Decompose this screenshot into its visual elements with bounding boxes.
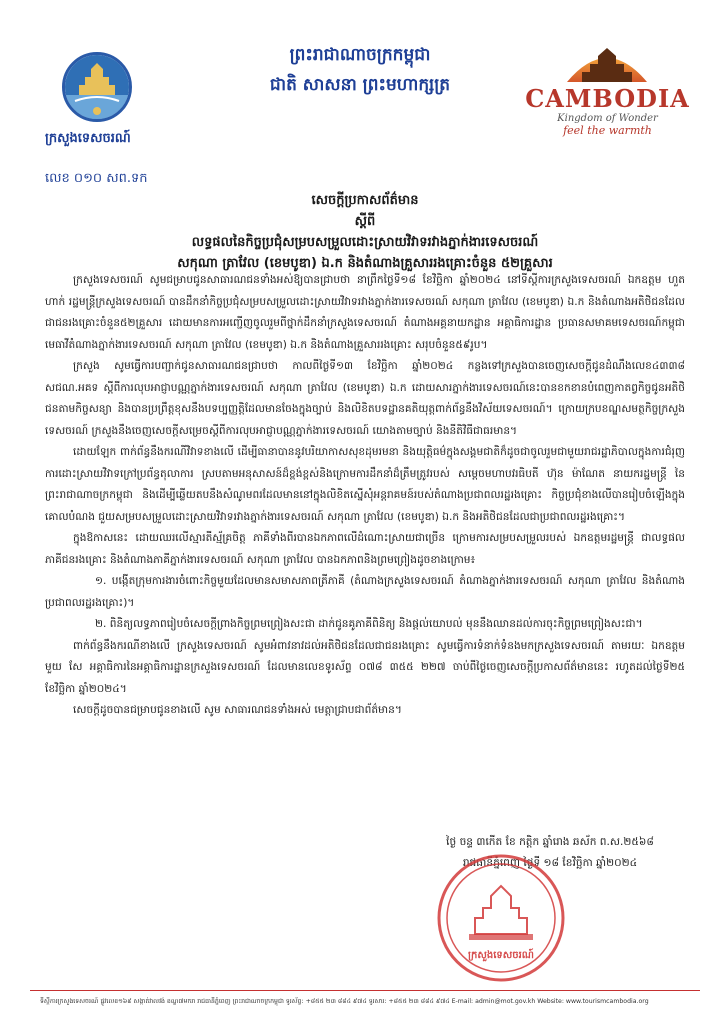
ministry-emblem-icon	[62, 52, 132, 122]
brand-wordmark: CAMBODIA	[525, 84, 690, 113]
footer-contact: ទីស្តីការក្រសួងទេសចរណ៍ ផ្លូវលេខ១៦៩ សង្កាត់វាលវង់ ខណ្ឌ៧មករា រាជធានីភ្នំពេញ ព្រះរាជាណាចក្រកម្ពុជា ទូរស័ព្ទ: +៨៥៥ ២៣ ៨៨៤ ៩៧៤ ទូរសារ: +៨៥៥ ២៣ ៨៨៤ ៩៧៤ E-mail: admin@mot.gov.kh Website: www.tourismcambodia.org	[40, 998, 649, 1005]
reference-number: លេខ ០១០ សព.ទក	[45, 171, 148, 186]
paragraph: ក្រសួង សូមធ្វើការបញ្ជាក់ជូនសាធារណជនជ្រាបថា កាលពីថ្ងៃទី១៣ ខែវិច្ឆិកា ឆ្នាំ២០២៤ កន្លងទៅក្រសួងបានចេញសេចក្តីជូនដំណឹងលេខ៤៣៣៨ សជណ.អគទ ស្តីពីការលុបអាជ្ញាបណ្ណភ្នាក់ងារទេសចរណ៍ សកុណា ត្រាវែល (ខេមបូឌា) ឯ.ក ដោយសារភ្នាក់ងារទេសចរណ៍នេះបានខកខានបំពេញកាតព្វកិច្ចជូនអតិថិជនតាមកិច្ចសន្យា និងបានប្រព្រឹត្តខុសនឹងបទប្បញ្ញត្តិដែលមានចែងក្នុងច្បាប់ និងលិខិតបទដ្ឋានគតិយុត្តពាក់ព័ន្ធនឹងវិស័យទេសចរណ៍។ ក្រោយក្របខណ្ឌសមត្ថកិច្ចក្រសួងទេសចរណ៍ ក្រសួងនឹងចេញសេចក្តីសម្រេចស្តីពីការលុបអាជ្ញាបណ្ណភ្នាក់ងារទេសចរណ៍ យោងតាមច្បាប់ និងនីតិវិធីជាធរមាន។	[45, 360, 685, 437]
paragraph: ក្នុងឱកាសនេះ ដោយឈរលើស្មារតីស្ម័គ្រចិត្ត ភាគីទាំងពីរបានឯកភាពលើដំណោះស្រាយជាច្រើន ក្រោមការសម្របសម្រួលរបស់ ឯកឧត្តមរដ្ឋមន្ត្រី ជាលទ្ធផលភាគីជនរងគ្រោះ និងតំណាងភាគីភ្នាក់ងារទេសចរណ៍ សកុណា ត្រាវែល បានឯកភាពនិងព្រមព្រៀងដូចខាងក្រោម៖	[45, 532, 685, 566]
paragraph: សេចក្តីដូចបានជម្រាបជូនខាងលើ សូម សាធារណជនទាំងអស់ មេត្តាជ្រាបជាព័ត៌មាន។	[73, 704, 402, 716]
ministry-name: ក្រសួងទេសចរណ៍	[45, 131, 131, 146]
title-line-3: លទ្ធផលនៃកិច្ចប្រជុំសម្របសម្រួលដោះស្រាយវិវាទរវាងភ្នាក់ងារទេសចរណ៍	[191, 235, 539, 250]
title-line-4: សកុណា ត្រាវែល (ខេមបូឌា) ឯ.ក និងតំណាងគ្រួសាររងគ្រោះចំនួន ៥២គ្រួសារ	[177, 256, 553, 271]
document-title	[70, 190, 660, 274]
kingdom-title: ព្រះរាជាណាចក្រកម្ពុជា	[289, 45, 431, 65]
lunar-date: ថ្ងៃ ចន្ទ ៣កើត ខែ កត្តិក ឆ្នាំរោង ឆស័ក ព.ស.២៥៦៨	[446, 836, 654, 848]
list-item: ១. បង្កើតក្រុមការងារចំពោះកិច្ចមួយដែលមានសមាសភាពត្រីភាគី (តំណាងក្រសួងទេសចរណ៍ តំណាងភ្នាក់ងារទេសចរណ៍ សកុណា ត្រាវែល និងតំណាងប្រជាពលរដ្ឋរងគ្រោះ)។	[45, 575, 685, 609]
letter-header	[180, 40, 540, 100]
list-item: ២. ពិនិត្យលទ្ធភាពរៀបចំសេចក្តីព្រាងកិច្ចព្រមព្រៀងសះជា ដាក់ជូនគូភាគីពិនិត្យ និងផ្តល់យោបល់ មុននឹងឈានដល់ការចុះកិច្ចព្រមព្រៀងសះជា។	[95, 618, 643, 630]
footer-divider	[30, 990, 700, 991]
paragraph: ក្រសួងទេសចរណ៍ សូមជម្រាបជូនសាធារណជនទាំងអស់ឱ្យបានជ្រាបថា នាព្រឹកថ្ងៃទី១៨ ខែវិច្ឆិកា ឆ្នាំ២០២៤ នៅទីស្តីការក្រសួងទេសចរណ៍ ឯកឧត្តម ហួត ហាក់ រដ្ឋមន្ត្រីក្រសួងទេសចរណ៍ បានដឹកនាំកិច្ចប្រជុំសម្របសម្រួលដោះស្រាយវិវាទរវាងភ្នាក់ងារទេសចរណ៍ សកុណា ត្រាវែល (ខេមបូឌា) ឯ.ក និងតំណាងអតិថិជនដែលជាជនរងគ្រោះចំនួន៥២គ្រួសារ ដោយមានការអញ្ជើញចូលរួមពីថ្នាក់ដឹកនាំក្រសួងទេសចរណ៍ តំណាងអគ្គនាយកដ្ឋាន អគ្គាធិការដ្ឋាន ប្រធានសមាគមទេសចរណ៍កម្ពុជា មេធាវីតំណាងភ្នាក់ងារទេសចរណ៍ សកុណា ត្រាវែល (ខេមបូឌា) ឯ.ក និងតំណាងគ្រួសាររងគ្រោះ សរុបចំនួន៥៩រូប។	[45, 274, 685, 351]
title-line-1: សេចក្តីប្រកាសព័ត៌មាន	[311, 193, 419, 208]
seal-label: ក្រសួងទេសចរណ៍	[468, 950, 534, 961]
official-seal-icon	[435, 852, 567, 984]
paragraph: ពាក់ព័ន្ធនឹងករណីខាងលើ ក្រសួងទេសចរណ៍ សូមអំពាវនាវដល់អតិថិជនដែលជាជនរងគ្រោះ សូមធ្វើការទំនាក់ទំនងមកក្រសួងទេសចរណ៍ តាមរយៈ ឯកឧត្តម មួយ សែ អគ្គាធិការនៃអគ្គាធិការដ្ឋានក្រសួងទេសចរណ៍ ដែលមានលេខទូរស័ព្ទ ០៧៨ ៣៥៥ ២២៧ ចាប់ពីថ្ងៃចេញសេចក្តីប្រកាសព័ត៌មាននេះ រហូតដល់ថ្ងៃទី២៥ ខែវិច្ឆិកា ឆ្នាំ២០២៤។	[45, 639, 685, 695]
title-line-2: ស្តីពី	[354, 214, 376, 229]
brand-slogan: feel the warmth	[563, 124, 652, 137]
solar-date: រាជធានីភ្នំពេញ ថ្ងៃទី ១៨ ខែវិច្ឆិកា ឆ្នាំ២០២៤	[462, 857, 638, 869]
temple-silhouette-icon	[562, 42, 652, 86]
paragraph: ដោយឡែក ពាក់ព័ន្ធនឹងករណីវិវាទខាងលើ ដើម្បីធានាបាននូវបរិយាកាសសុខដុមរមនា និងយុត្តិធម៌ក្នុងសង្គមជាតិក៏ដូចជាចូលរួមជាមួយរាជរដ្ឋាភិបាលក្នុងការជំរុញការដោះស្រាយវិវាទក្រៅប្រព័ន្ធតុលាការ ស្របតាមអនុសាសន៍ដ៏ខ្ពង់ខ្ពស់និងក្រោមការដឹកនាំដ៏ត្រឹមត្រូវរបស់ សម្តេចមហាបវរធិបតី ហ៊ុន ម៉ាណែត នាយករដ្ឋមន្ត្រី នៃព្រះរាជាណាចក្រកម្ពុជា និងដើម្បីឆ្លើយតបនឹងសំណូមពរដែលមាននៅក្នុងលិខិតស្នើសុំអន្តរាគមន៍របស់តំណាងប្រជាពលរដ្ឋរងគ្រោះ កិច្ចប្រជុំខាងលើបានរៀបចំឡើងក្នុងគោលបំណង ជួយសម្របសម្រួលដោះស្រាយវិវាទរវាងភ្នាក់ងារទេសចរណ៍ សកុណា ត្រាវែល (ខេមបូឌា) ឯ.ក និងអតិថិជនដែលជាប្រជាពលរដ្ឋរងគ្រោះ។	[45, 446, 685, 523]
brand-tagline: Kingdom of Wonder	[557, 113, 658, 124]
national-motto: ជាតិ សាសនា ព្រះមហាក្សត្រ	[269, 75, 451, 95]
cambodia-brand-logo	[520, 42, 695, 142]
document-body	[45, 270, 685, 722]
